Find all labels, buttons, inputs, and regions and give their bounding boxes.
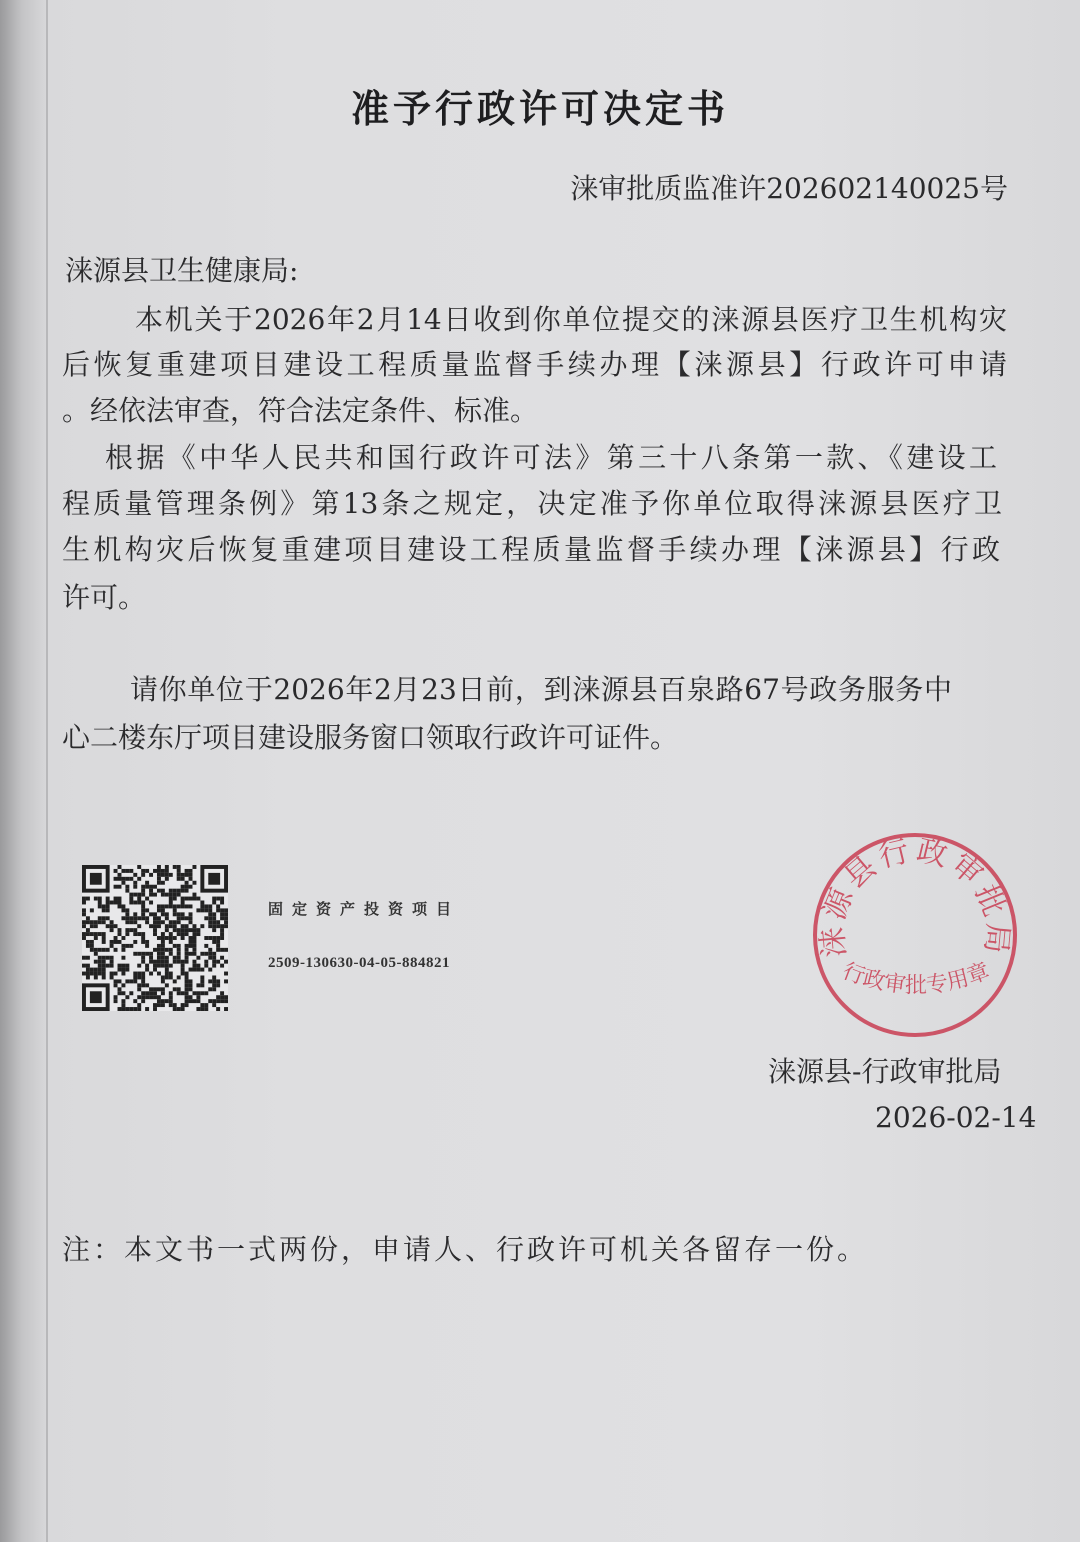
page-edge (46, 0, 48, 1542)
document-number: 涞审批质监准许202602140025号 (570, 172, 1008, 205)
issuer-name: 涞源县-行政审批局 (768, 1055, 1002, 1088)
qr-code (82, 865, 228, 1011)
document-title: 准予行政许可决定书 (350, 87, 729, 131)
paragraph-line: 请你单位于2026年2月23日前，到涞源县百泉路67号政务服务中 (130, 673, 952, 706)
addressee: 涞源县卫生健康局: (65, 254, 299, 287)
footnote: 注：本文书一式两份，申请人、行政许可机关各留存一份。 (62, 1233, 869, 1266)
project-label: 固定资产投资项目 (268, 902, 461, 918)
paragraph-line: 根据《中华人民共和国行政许可法》第三十八条第一款、《建设工 (105, 441, 997, 474)
paragraph-line: 许可。 (62, 581, 147, 614)
paragraph-line: 程质量管理条例》第13条之规定，决定准予你单位取得涞源县医疗卫 (62, 487, 1002, 520)
official-seal (810, 830, 1020, 1040)
paragraph-line: 心二楼东厅项目建设服务窗口领取行政许可证件。 (62, 721, 679, 754)
project-code: 2509-130630-04-05-884821 (268, 955, 450, 971)
svg-text:行政审批专用章: 行政审批专用章 (838, 958, 993, 999)
svg-text:涞源县行政审批局: 涞源县行政审批局 (814, 832, 1016, 959)
paragraph-line: 后恢复重建项目建设工程质量监督手续办理【涞源县】行政许可申请 (62, 348, 1007, 381)
paragraph-line: 本机关于2026年2月14日收到你单位提交的涞源县医疗卫生机构灾 (135, 303, 1007, 336)
paragraph-line: 。经依法审查，符合法定条件、标准。 (62, 394, 539, 427)
paragraph-line: 生机构灾后恢复重建项目建设工程质量监督手续办理【涞源县】行政 (62, 533, 1000, 566)
issue-date: 2026-02-14 (875, 1101, 1037, 1134)
